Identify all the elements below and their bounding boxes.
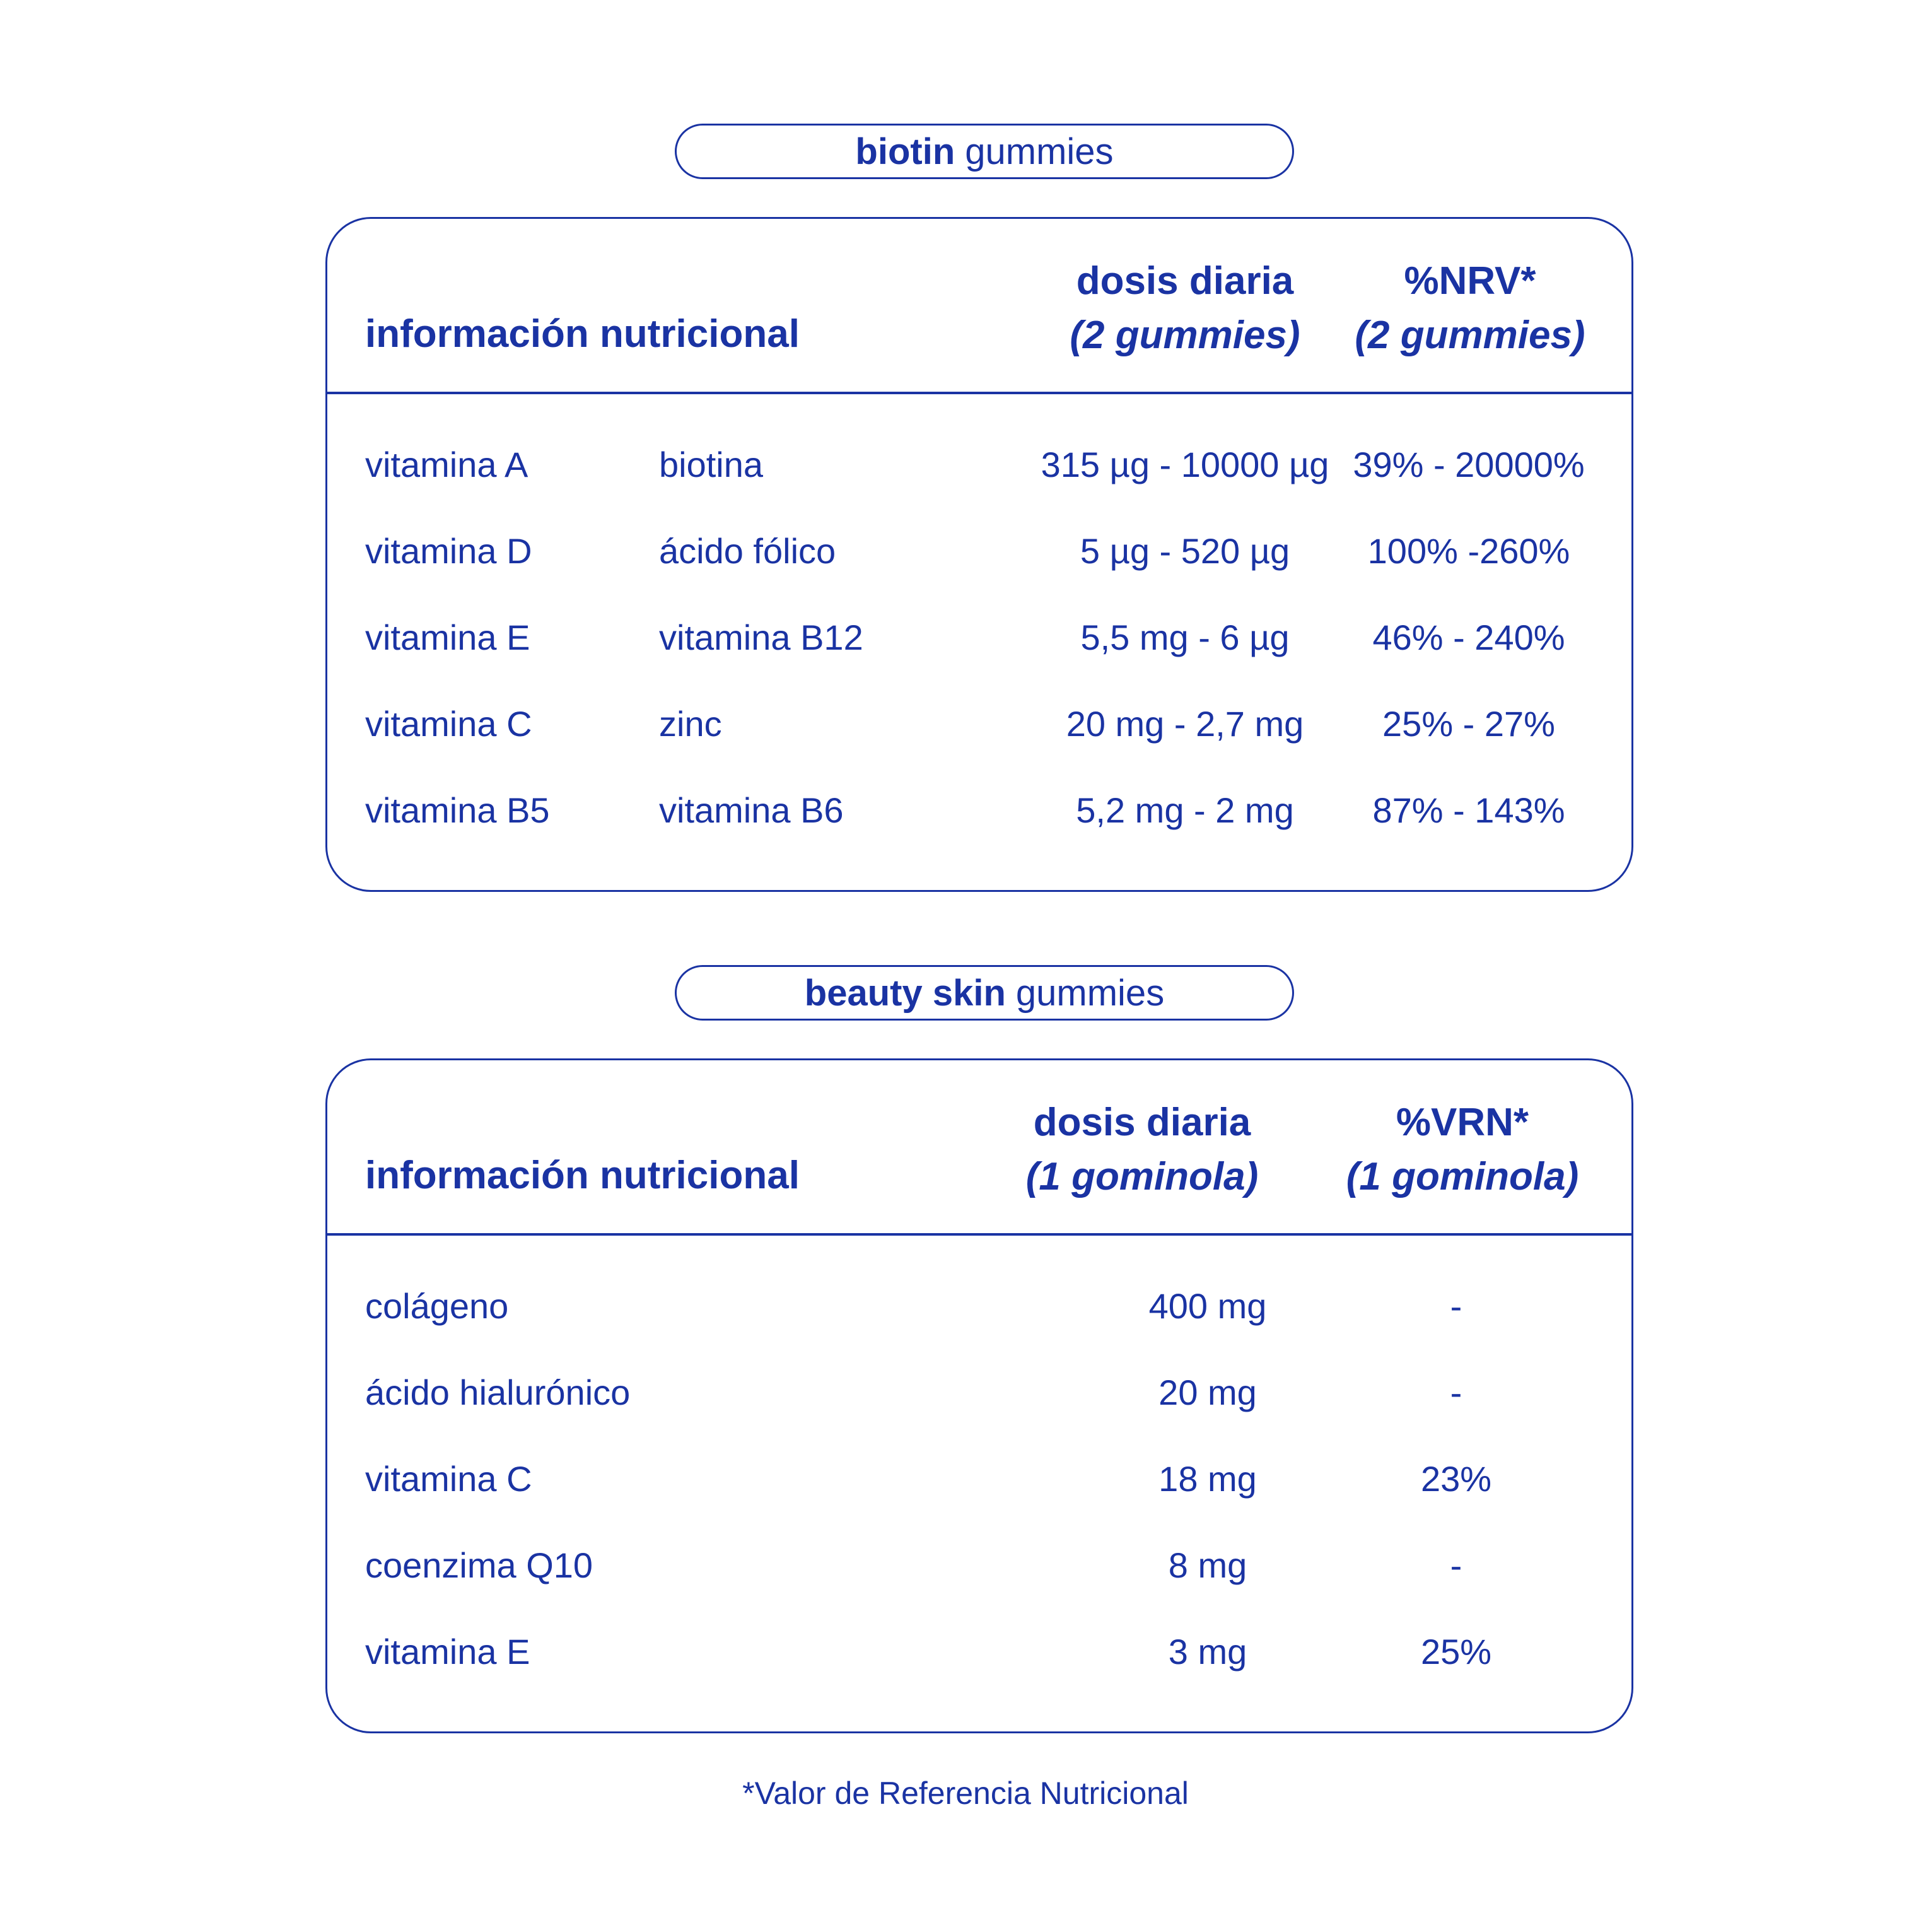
- table-row: [327, 1540, 1631, 1591]
- ref-value: -: [1450, 1373, 1462, 1412]
- dose-value: 20 mg - 2,7 mg: [1066, 704, 1304, 744]
- header-ref-sub: (1 gominola): [1346, 1155, 1579, 1198]
- nutrient-name-2: vitamina B12: [659, 618, 863, 657]
- table-row: [327, 612, 1631, 663]
- dose-value: 3 mg: [1168, 1632, 1247, 1671]
- table-row: [327, 699, 1631, 749]
- nutrient-name: coenzima Q10: [365, 1545, 593, 1585]
- table-row: [327, 1367, 1631, 1418]
- nutrient-name: vitamina A: [365, 445, 528, 484]
- header-dose-sub: (2 gummies): [1070, 313, 1300, 357]
- nutrient-name: vitamina E: [365, 618, 530, 657]
- nutrient-name-2: vitamina B6: [659, 790, 844, 830]
- dose-value: 5 µg - 520 µg: [1080, 531, 1290, 571]
- ref-value: 39% - 20000%: [1353, 445, 1585, 484]
- ref-value: 46% - 240%: [1372, 618, 1565, 657]
- nutrient-name-2: biotina: [659, 445, 764, 484]
- table-row: [327, 1627, 1631, 1677]
- table-row: [327, 785, 1631, 836]
- header-divider: [327, 1233, 1631, 1236]
- footnote: *Valor de Referencia Nutricional: [742, 1776, 1189, 1811]
- nutrient-name: vitamina E: [365, 1632, 530, 1671]
- nutrition-table-biotin: [325, 217, 1633, 892]
- header-dose-sub: (1 gominola): [1025, 1155, 1259, 1198]
- dose-value: 315 µg - 10000 µg: [1041, 445, 1329, 484]
- nutrient-name: vitamina C: [365, 704, 532, 744]
- product-title-light: gummies: [1015, 972, 1165, 1014]
- table-row: [327, 440, 1631, 490]
- dose-value: 20 mg: [1158, 1373, 1257, 1412]
- product-title-bold: biotin: [855, 131, 955, 172]
- ref-value: 23%: [1420, 1459, 1492, 1499]
- dose-value: 5,5 mg - 6 µg: [1080, 618, 1290, 657]
- ref-value: 87% - 143%: [1372, 790, 1565, 830]
- ref-value: 25%: [1420, 1632, 1492, 1671]
- product-title-biotin: [675, 124, 1294, 179]
- ref-value: 25% - 27%: [1382, 704, 1555, 744]
- header-info: información nutricional: [365, 1154, 800, 1197]
- table-row: [327, 1281, 1631, 1332]
- nutrient-name: vitamina B5: [365, 790, 550, 830]
- dose-value: 18 mg: [1158, 1459, 1257, 1499]
- header-info: información nutricional: [365, 312, 800, 356]
- product-title-beauty-skin: [675, 965, 1294, 1021]
- header-ref-title: %VRN*: [1396, 1101, 1529, 1144]
- nutrient-name-2: ácido fólico: [659, 531, 836, 571]
- dose-value: 400 mg: [1148, 1286, 1267, 1326]
- dose-value: 8 mg: [1168, 1545, 1247, 1585]
- header-divider: [327, 392, 1631, 394]
- header-dose-title: dosis diaria: [1033, 1101, 1251, 1144]
- ref-value: -: [1450, 1286, 1462, 1326]
- product-title-light: gummies: [965, 131, 1114, 172]
- header-ref-title: %NRV*: [1404, 259, 1536, 303]
- header-dose-title: dosis diaria: [1076, 259, 1294, 303]
- ref-value: 100% -260%: [1367, 531, 1570, 571]
- nutrient-name-2: zinc: [659, 704, 722, 744]
- table-row: [327, 526, 1631, 577]
- table-row: [327, 1454, 1631, 1504]
- nutrition-table-beauty-skin: [325, 1058, 1633, 1733]
- ref-value: -: [1450, 1545, 1462, 1585]
- nutrient-name: colágeno: [365, 1286, 509, 1326]
- nutrient-name: vitamina C: [365, 1459, 532, 1499]
- header-ref-sub: (2 gummies): [1355, 313, 1585, 357]
- product-title-bold: beauty skin: [804, 972, 1006, 1014]
- dose-value: 5,2 mg - 2 mg: [1076, 790, 1294, 830]
- nutrient-name: ácido hialurónico: [365, 1373, 631, 1412]
- nutrient-name: vitamina D: [365, 531, 532, 571]
